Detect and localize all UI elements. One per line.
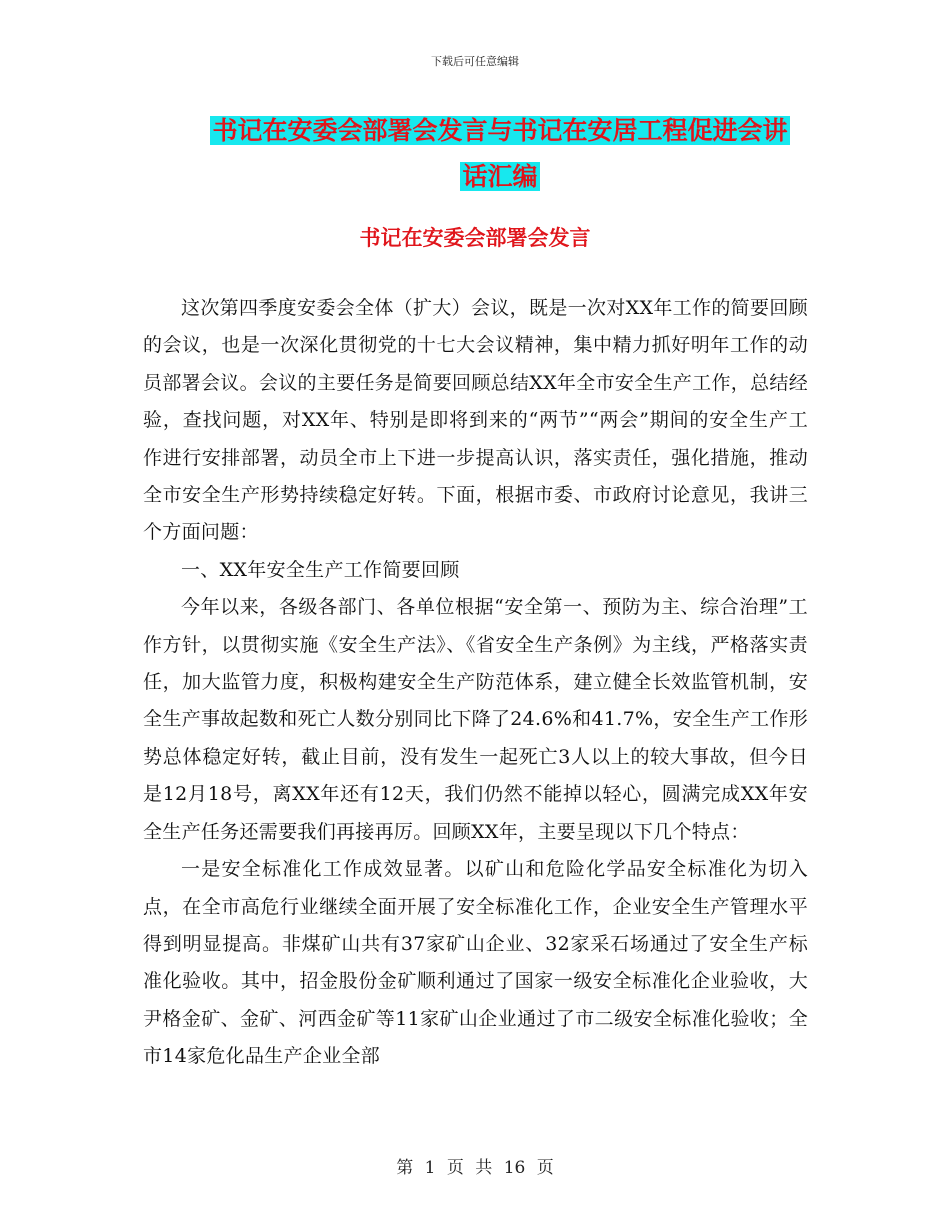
- page-footer: 第 1 页 共 16 页: [396, 1158, 554, 1178]
- paragraph-standardization: 一是安全标准化工作成效显著。以矿山和危险化学品安全标准化为切入点，在全市高危行业继续全面开展了安全标准化工作，企业安全生产管理水平得到明显提高。非煤矿山共有37家矿山企业、32家采石场通过了安全生产标准化验收。其中，招金股份金矿顺利通过了国家一级安全标准化企业验收，大尹格金矿、金矿、河西金矿等11家矿山企业通过了市二级安全标准化验收；全市14家危化品生产企业全部: [143, 858, 808, 1068]
- title-line-1: 书记在安委会部署会发言与书记在安居工程促进会讲: [212, 116, 788, 145]
- paragraph-intro: 这次第四季度安委会全体（扩大）会议，既是一次对XX年工作的简要回顾的会议，也是一次深化贯彻党的十七大会议精神，集中精力抓好明年工作的动员部署会议。会议的主要任务是简要回顾总结XX年全市安全生产工作，总结经验，查找问题，对XX年、特别是即将到来的“两节”“两会”期间的安全生产工作进行安排部署，动员全市上下进一步提高认识，落实责任，强化措施，推动全市安全生产形势持续稳定好转。下面，根据市委、市政府讨论意见，我讲三个方面问题：: [143, 297, 808, 544]
- paragraph-heading-review: 一、XX年安全生产工作简要回顾: [181, 558, 460, 581]
- paragraph-review: 今年以来，各级各部门、各单位根据“安全第一、预防为主、综合治理”工作方针，以贯彻实施《安全生产法》、《省安全生产条例》为主线，严格落实责任，加大监管力度，积极构建安全生产防范体系，建立健全长效监管机制，安全生产事故起数和死亡人数分别同比下降了24.6%和41.7%，安全生产工作形势总体稳定好转，截止目前，没有发生一起死亡3人以上的较大事故，但今日是12月18号，离XX年还有12天，我们仍然不能掉以轻心，圆满完成XX年安全生产任务还需要我们再接再厉。回顾XX年，主要呈现以下几个特点：: [143, 596, 808, 843]
- title-line-2: 话汇编: [462, 162, 538, 191]
- section-title: 书记在安委会部署会发言: [359, 225, 591, 250]
- body-text: [143, 290, 808, 1076]
- header-note: 下载后可任意编辑: [431, 55, 519, 68]
- document-title: [150, 108, 850, 200]
